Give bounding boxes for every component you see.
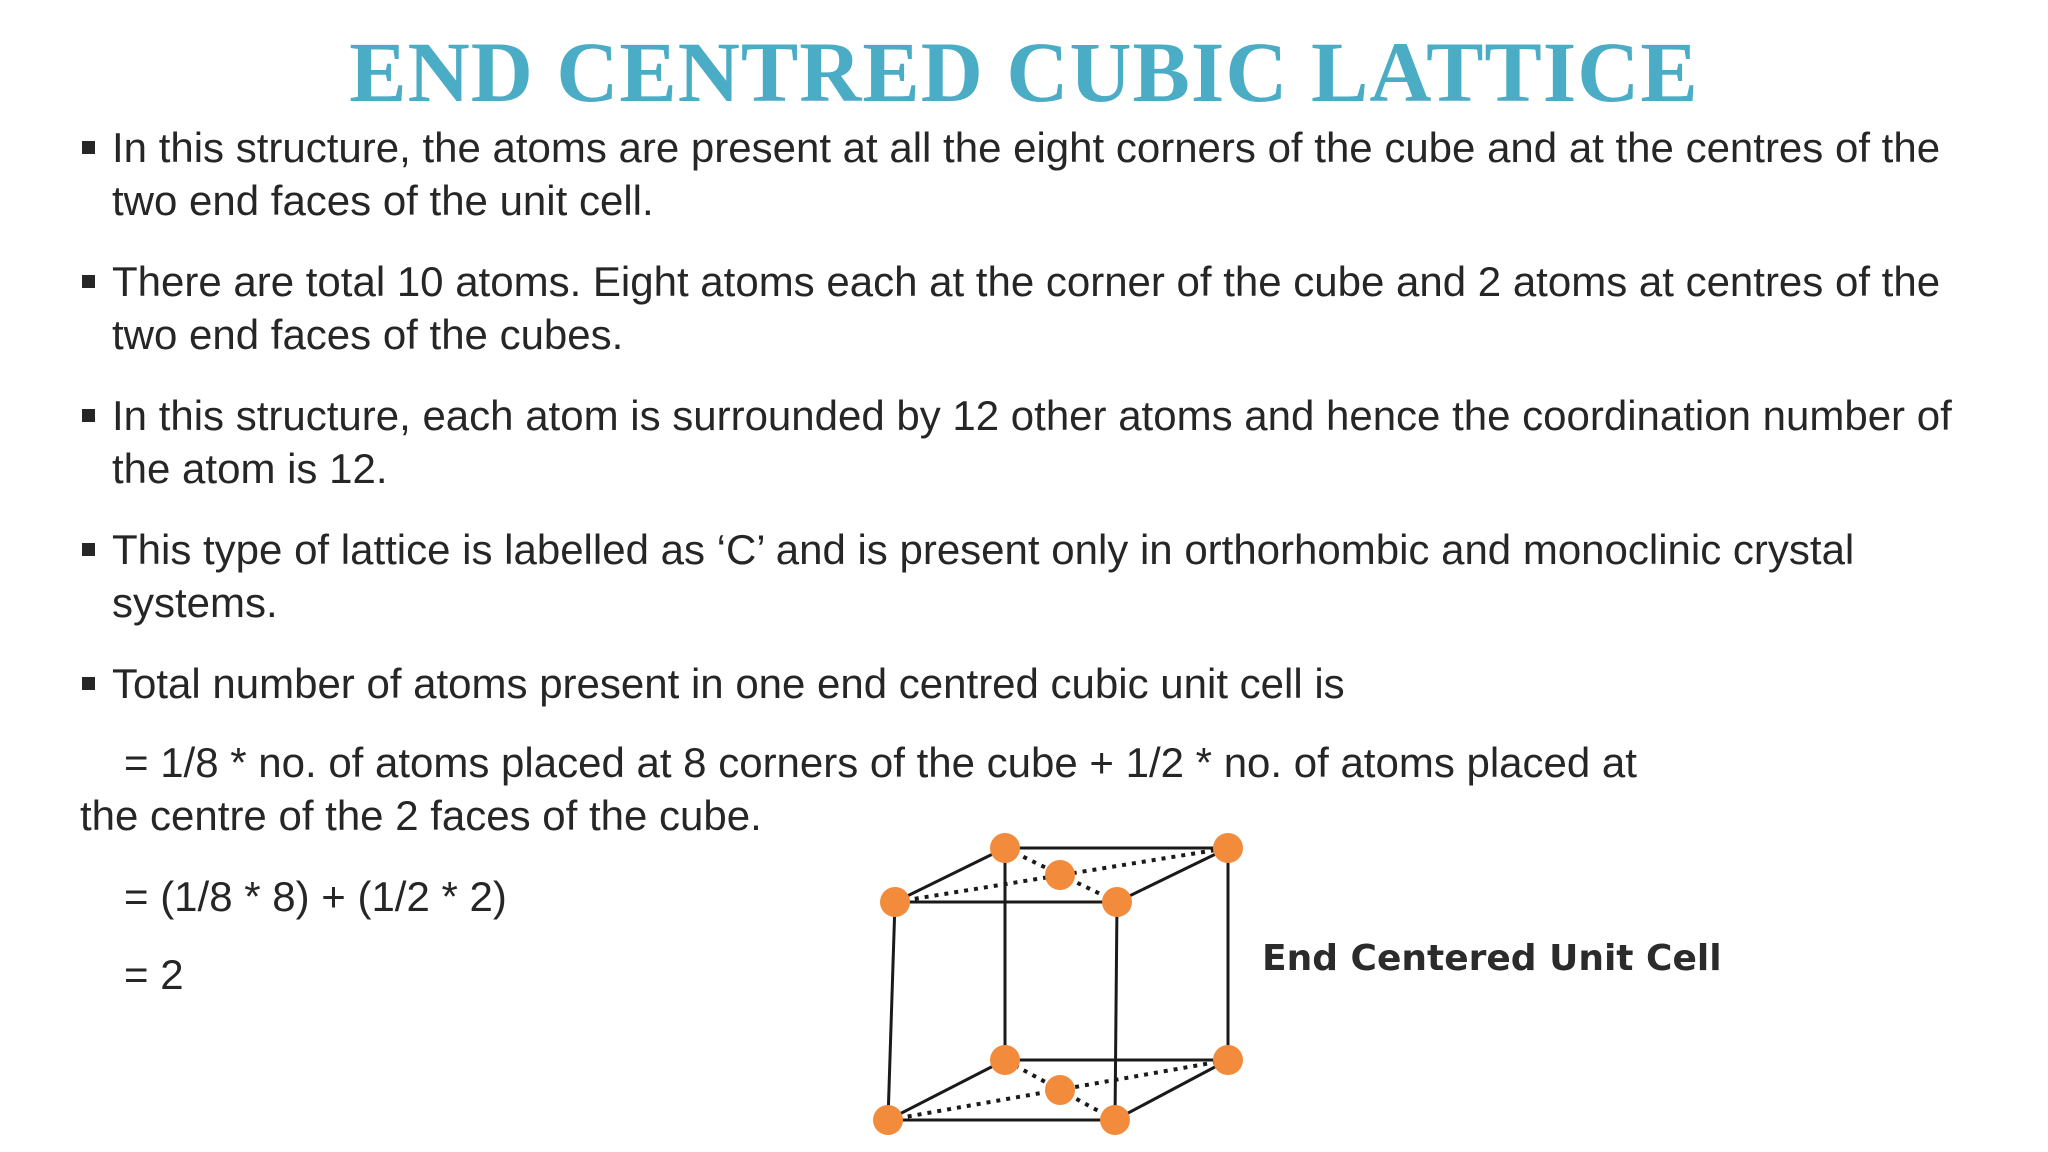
bullet-text: In this structure, each atom is surrounded by 12 other atoms and hence the coordination number of the atom is 12. (112, 392, 1952, 492)
atoms (873, 833, 1243, 1135)
bullet-text: There are total 10 atoms. Eight atoms each at the corner of the cube and 2 atoms at centres of the two end faces of the cubes. (112, 258, 1941, 358)
bullet-text: In this structure, the atoms are present at all the eight corners of the cube and at the centres of the two end faces of the unit cell. (112, 124, 1941, 224)
corner-atom (1213, 1045, 1243, 1075)
bullet-list (82, 121, 1982, 738)
face-center-atom (1045, 860, 1075, 890)
corner-atom (880, 887, 910, 917)
corner-atom (1100, 1105, 1130, 1135)
bullet-item (82, 523, 1982, 629)
bullet-item (82, 389, 1982, 495)
bullet-square-icon (82, 275, 95, 288)
corner-atom (990, 833, 1020, 863)
corner-atom (1213, 833, 1243, 863)
corner-atom (873, 1105, 903, 1135)
cube-edge (1115, 1060, 1228, 1120)
slide-title: END CENTRED CUBIC LATTICE (349, 24, 1699, 120)
bullet-text: This type of lattice is labelled as ‘C’ and is present only in orthorhombic and monoclinic crystal systems. (112, 526, 1855, 626)
calculation-line: = 1/8 * no. of atoms placed at 8 corners of the cube + 1/2 * no. of atoms placed at (124, 739, 1637, 786)
diagram-label: End Centered Unit Cell (1262, 938, 1722, 979)
bullet-item (82, 121, 1982, 227)
corner-atom (1102, 887, 1132, 917)
bullet-item (82, 255, 1982, 361)
face-center-atom (1045, 1075, 1075, 1105)
bullet-square-icon (82, 141, 95, 154)
calculation-line-continued: the centre of the 2 faces of the cube. (80, 792, 762, 839)
bullet-item (82, 657, 1982, 710)
cube-edge (888, 902, 895, 1120)
bullet-square-icon (82, 677, 95, 690)
corner-atom (990, 1045, 1020, 1075)
bullet-square-icon (82, 543, 95, 556)
bullet-text: Total number of atoms present in one end centred cubic unit cell is (112, 660, 1345, 707)
calculation-result: = 2 (124, 951, 184, 998)
bullet-square-icon (82, 409, 95, 422)
cube-edge (1115, 902, 1117, 1120)
cube-edge (888, 1060, 1005, 1120)
cube-edge (895, 848, 1005, 902)
calculation-step-2: = (1/8 * 8) + (1/2 * 2) (124, 873, 507, 920)
